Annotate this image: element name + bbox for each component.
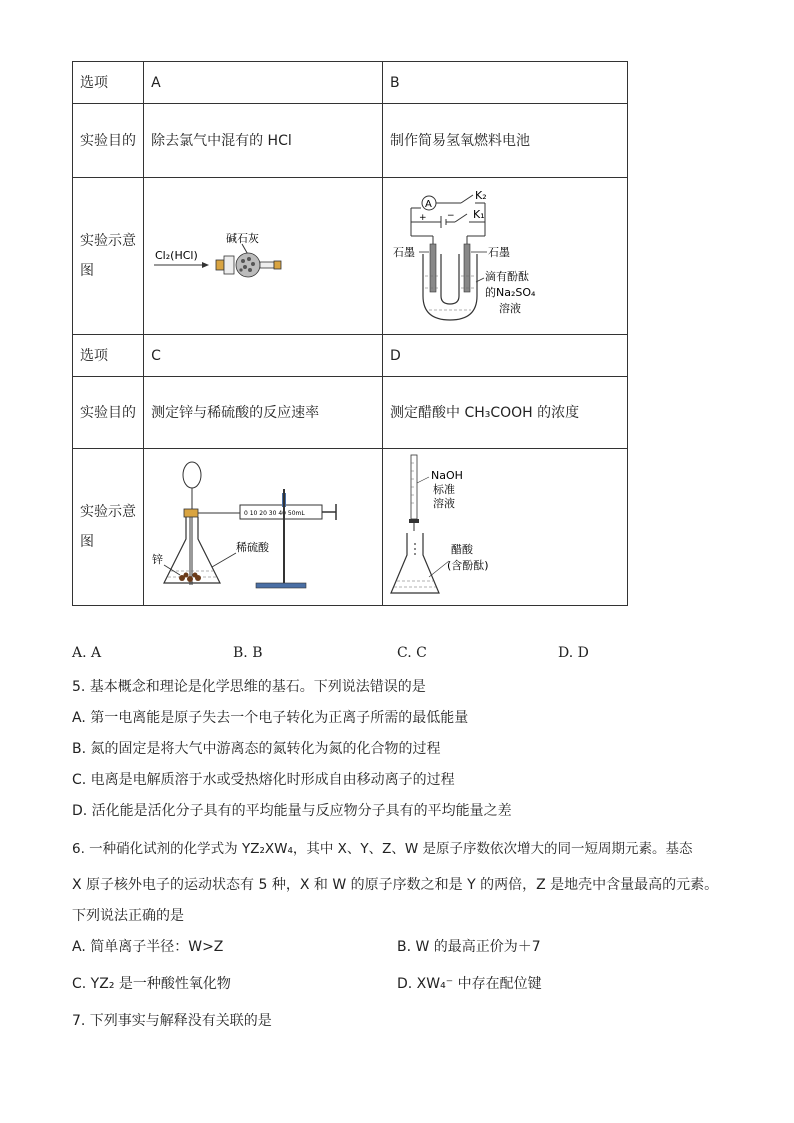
figure-d-titration [383,449,627,605]
q4-option-a: A. A [72,645,102,661]
q4-option-c: C. C [397,645,427,661]
figure-c-cell [144,449,383,606]
left-electrode-label: 石墨 [393,246,415,259]
row-header: 实验目的 [73,104,144,178]
cell-option-d: D [383,335,628,377]
purpose-d-pre: 测定醋酸中 [390,404,465,421]
naoh-label: NaOH [431,469,463,482]
row-header: 实验示意图 [73,449,144,606]
row-header: 实验目的 [73,377,144,449]
switch-k2-label: K₂ [475,189,487,202]
soda-lime-bulb [236,253,260,277]
row-header: 选项 [73,335,144,377]
figure-b-fuel-cell [383,178,627,334]
switch-k1-label: K₁ [473,208,485,221]
cell-purpose-b: 制作简易氢氧燃料电池 [383,104,628,178]
cell-purpose-a: 除去氯气中混有的 HCl [144,104,383,178]
experiment-table [72,61,628,606]
solution-label-1: 滴有酚酞 [485,270,529,283]
row-header: 选项 [73,62,144,104]
indicator-label: (含酚酞) [447,559,489,572]
cell-purpose-d [383,377,628,449]
q5-option-c: C. 电离是电解质溶于水或受热熔化时形成自由移动离子的过程 [72,772,455,788]
q6-line2: X 原子核外电子的运动状态有 5 种，X 和 W 的原子序数之和是 Y 的两倍，Z 是地壳中含量最高的元素。 [72,877,719,893]
figure-d-cell [383,449,628,606]
q7-stem: 7. 下列事实与解释没有关联的是 [72,1013,272,1029]
solution-label-3: 溶液 [499,302,521,315]
q5-option-a: A. 第一电离能是原子失去一个电子转化为正离子所需的最低能量 [72,710,469,726]
q4-option-b: B. B [233,645,263,661]
right-electrode-label: 石墨 [488,246,510,259]
label-reagent: 碱石灰 [226,232,260,245]
q5-option-b: B. 氮的固定是将大气中游离态的氮转化为氮的化合物的过程 [72,741,441,757]
cell-option-b: B [383,62,628,104]
q6-line3: 下列说法正确的是 [72,908,184,924]
q5-stem: 5. 基本概念和理论是化学思维的基石。下列说法错误的是 [72,679,426,695]
zinc-label: 锌 [152,553,164,566]
solution-label: 溶液 [433,497,455,510]
svg-text:+: + [419,213,427,223]
figure-a-drying-tube [144,178,375,334]
svg-text:−: − [447,211,455,221]
label-gas: Cl₂(HCl) [155,249,198,262]
q4-option-d: D. D [558,645,589,661]
ammeter-label: A [425,199,432,210]
figure-c-rate-apparatus [144,449,375,605]
q6-option-b: B. W 的最高正价为＋7 [397,939,541,955]
q6-option-a: A. 简单离子半径：W>Z [72,939,224,955]
figure-a-cell [144,178,383,335]
conical-flask [391,533,439,593]
standard-label: 标准 [433,483,455,496]
q6-stem: 6. 一种硝化试剂的化学式为 YZ₂XW₄，其中 X、Y、Z、W 是原子序数依次增大的同一短周期元素。基态 [72,841,693,857]
row-header: 实验示意图 [73,178,144,335]
cell-option-c: C [144,335,383,377]
acid-label: 稀硫酸 [236,541,270,554]
q6-option-d: D. XW₄⁻ 中存在配位键 [397,976,542,992]
syringe-scale: 0 10 20 30 40 50mL [244,510,305,517]
purpose-d-post: 的浓度 [532,404,580,421]
q5-option-d: D. 活化能是活化分子具有的平均能量与反应物分子具有的平均能量之差 [72,803,512,819]
cell-option-a: A [144,62,383,104]
figure-b-cell [383,178,628,335]
q6-option-c: C. YZ₂ 是一种酸性氧化物 [72,976,231,992]
acetic-acid-label: 醋酸 [451,543,473,556]
solution-label-2: 的Na₂SO₄ [485,286,536,299]
cell-purpose-c: 测定锌与稀硫酸的反应速率 [144,377,383,449]
purpose-d-formula: CH₃COOH [464,404,533,421]
